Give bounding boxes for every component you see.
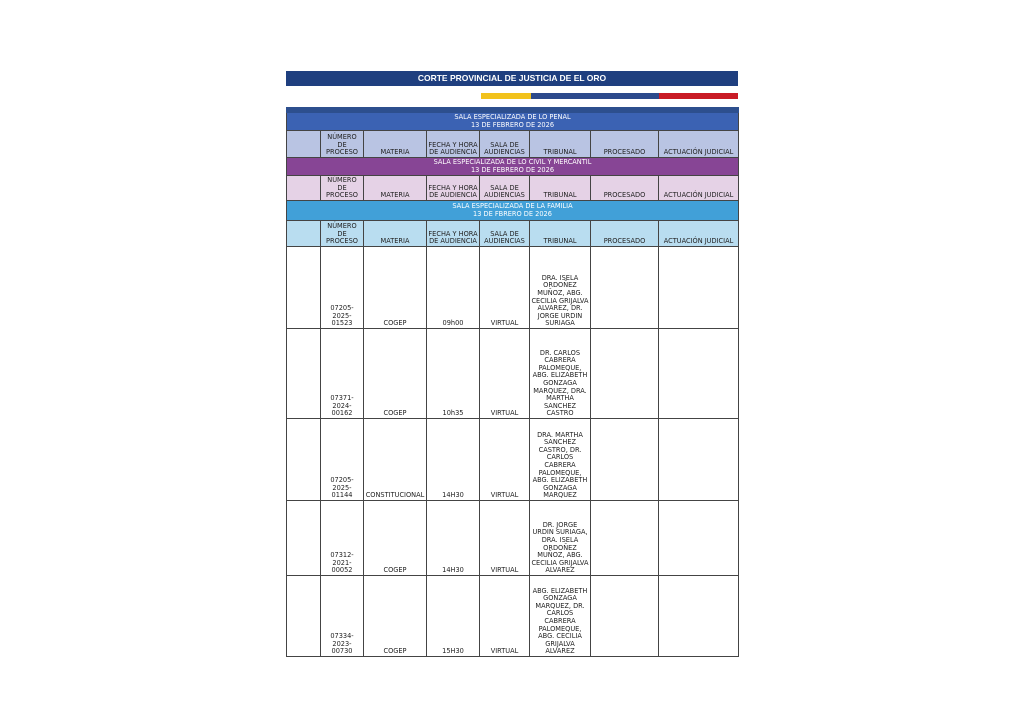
cell-procesado <box>591 419 659 501</box>
section-name: SALA ESPECIALIZADA DE LO PENAL <box>454 112 571 121</box>
section-header-penal <box>287 113 739 131</box>
section-name: SALA ESPECIALIZADA DE LA FAMILIA <box>452 201 573 210</box>
cell-actuacion <box>659 419 739 501</box>
table-row <box>287 247 739 329</box>
cell-tribunal: DRA. MARTHA SANCHEZ CASTRO, DR. CARLOS CABRERA PALOMEQUE, ABG. ELIZABETH GONZAGA MARQUEZ <box>530 419 591 501</box>
col-tribunal: TRIBUNAL <box>530 131 591 158</box>
cell-proceso: 07371-2024-00162 <box>321 329 364 419</box>
section-header-familia <box>287 201 739 221</box>
col-tribunal: TRIBUNAL <box>530 221 591 247</box>
table-row <box>287 501 739 576</box>
col-sala: SALA DE AUDIENCIAS <box>480 221 530 247</box>
cell-tribunal: ABG. ELIZABETH GONZAGA MARQUEZ, DR. CARLOS CABRERA PALOMEQUE, ABG. CECILIA GRIJALVA ALVAREZ <box>530 576 591 657</box>
col-materia: MATERIA <box>364 131 427 158</box>
cell-materia: COGEP <box>364 501 427 576</box>
col-procesado: PROCESADO <box>591 131 659 158</box>
col-materia: MATERIA <box>364 221 427 247</box>
cell-materia: COGEP <box>364 576 427 657</box>
cell-actuacion <box>659 576 739 657</box>
section-header-civil <box>287 158 739 176</box>
cell-sala: VIRTUAL <box>480 247 530 329</box>
section-date: 13 DE FEBRERO DE 2026 <box>470 120 555 129</box>
cell-procesado <box>591 576 659 657</box>
col-fecha-hora: FECHA Y HORA DE AUDIENCIA <box>427 176 480 201</box>
col-tribunal: TRIBUNAL <box>530 176 591 201</box>
cell-proceso: 07205-2025-01144 <box>321 419 364 501</box>
col-procesado: PROCESADO <box>591 176 659 201</box>
cell-actuacion <box>659 247 739 329</box>
flag-yellow-stripe <box>481 93 531 99</box>
col-numero-proceso: NÚMERO DE PROCESO <box>321 131 364 158</box>
column-header-row <box>287 176 739 201</box>
cell-sala: VIRTUAL <box>480 329 530 419</box>
col-actuacion: ACTUACIÓN JUDICIAL <box>659 176 739 201</box>
cell-materia: COGEP <box>364 329 427 419</box>
col-actuacion: ACTUACIÓN JUDICIAL <box>659 221 739 247</box>
col-fecha-hora: FECHA Y HORA DE AUDIENCIA <box>427 221 480 247</box>
col-materia: MATERIA <box>364 176 427 201</box>
cell-procesado <box>591 247 659 329</box>
col-sala: SALA DE AUDIENCIAS <box>480 176 530 201</box>
cell-fecha: 14H30 <box>427 419 480 501</box>
flag-red-stripe <box>659 93 738 99</box>
flag-stripe <box>286 93 738 100</box>
cell-proceso: 07205-2025-01523 <box>321 247 364 329</box>
document-title: CORTE PROVINCIAL DE JUSTICIA DE EL ORO <box>286 71 738 86</box>
document-sheet <box>286 71 738 657</box>
cell-materia: COGEP <box>364 247 427 329</box>
cell-tribunal: DR. JORGE URDIN SURIAGA, DRA. ISELA ORDOÑEZ MUÑOZ, ABG. CECILIA GRIJALVA ALVAREZ <box>530 501 591 576</box>
cell-actuacion <box>659 329 739 419</box>
cell-procesado <box>591 501 659 576</box>
col-numero-proceso: NÚMERO DE PROCESO <box>321 221 364 247</box>
col-numero-proceso: NÚMERO DE PROCESO <box>321 176 364 201</box>
cell-sala: VIRTUAL <box>480 501 530 576</box>
table-row <box>287 329 739 419</box>
table-row <box>287 576 739 657</box>
col-procesado: PROCESADO <box>591 221 659 247</box>
section-date: 13 DE FBRERO DE 2026 <box>473 209 552 218</box>
col-sala: SALA DE AUDIENCIAS <box>480 131 530 158</box>
cell-sala: VIRTUAL <box>480 419 530 501</box>
flag-blue-stripe <box>531 93 659 99</box>
col-fecha-hora: FECHA Y HORA DE AUDIENCIA <box>427 131 480 158</box>
table-row <box>287 419 739 501</box>
cell-fecha: 10h35 <box>427 329 480 419</box>
cell-proceso: 07312-2021-00052 <box>321 501 364 576</box>
column-header-row <box>287 131 739 158</box>
cell-materia: CONSTITUCIONAL <box>364 419 427 501</box>
cell-fecha: 09h00 <box>427 247 480 329</box>
cell-actuacion <box>659 501 739 576</box>
cell-sala: VIRTUAL <box>480 576 530 657</box>
cell-tribunal: DRA. ISELA ORDOÑEZ MUÑOZ, ABG. CECILIA GRIJALVA ALVAREZ, DR. JORGE URDIN SURIAGA <box>530 247 591 329</box>
hearings-table <box>286 107 739 657</box>
col-actuacion: ACTUACIÓN JUDICIAL <box>659 131 739 158</box>
cell-fecha: 14H30 <box>427 501 480 576</box>
cell-fecha: 15H30 <box>427 576 480 657</box>
cell-procesado <box>591 329 659 419</box>
cell-tribunal: DR. CARLOS CABRERA PALOMEQUE, ABG. ELIZABETH GONZAGA MARQUEZ, DRA. MARTHA SANCHEZ CASTRO <box>530 329 591 419</box>
cell-proceso: 07334-2023-00730 <box>321 576 364 657</box>
column-header-row <box>287 221 739 247</box>
section-name: SALA ESPECIALIZADA DE LO CIVIL Y MERCANTIL <box>433 157 592 166</box>
section-date: 13 DE FEBRERO DE 2026 <box>470 165 555 174</box>
